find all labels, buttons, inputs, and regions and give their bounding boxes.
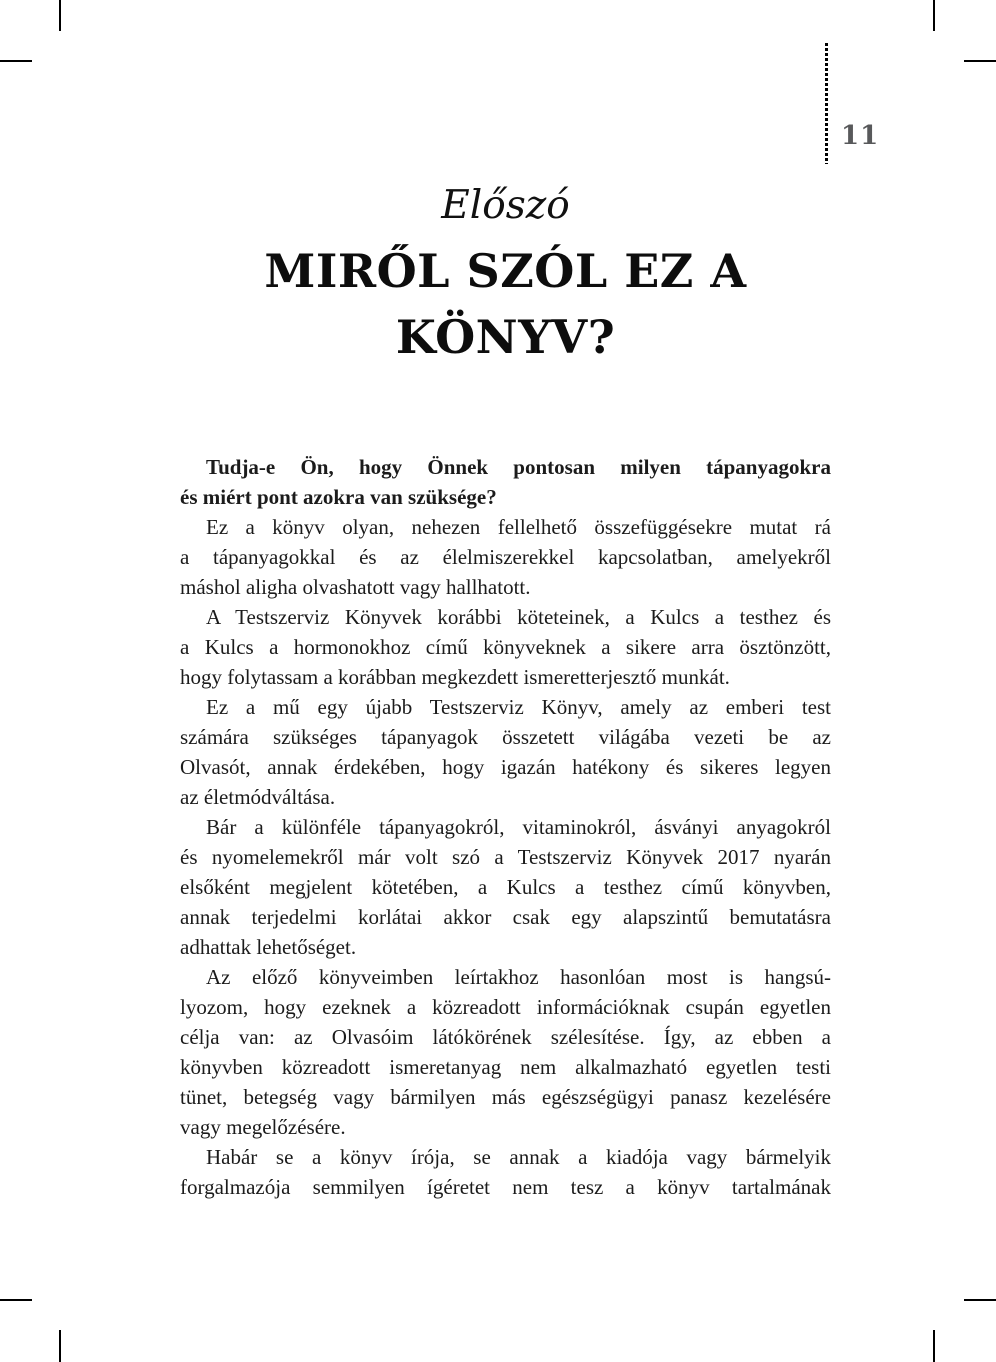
text-line: Ez a könyv olyan, nehezen fellelhető összefüggésekre mutat rá	[206, 515, 831, 539]
text-line: máshol aligha olvashatott vagy hallhatott.	[180, 575, 531, 599]
crop-mark-bottom-right-vertical	[933, 1330, 935, 1362]
paragraph	[180, 602, 831, 692]
paragraph	[180, 962, 831, 1142]
text-line: és nyomelemekről már volt szó a Testszerviz Könyvek 2017 nyarán	[180, 845, 831, 869]
text-line: adhattak lehetőséget.	[180, 935, 357, 959]
crop-mark-bottom-left-vertical	[59, 1330, 61, 1362]
paragraph	[180, 692, 831, 812]
text-line: a Kulcs a hormonokhoz című könyveknek a sikere arra ösztönzött,	[180, 635, 831, 659]
crop-mark-top-left-horizontal	[0, 60, 32, 62]
text-line: Ez a mű egy újabb Testszerviz Könyv, amely az emberi test	[206, 695, 831, 719]
text-line: könyvben közreadott ismeretanyag nem alkalmazható egyetlen testi	[180, 1055, 831, 1079]
text-line: számára szükséges tápanyagok összetett világába vezeti be az	[180, 725, 831, 749]
chapter-kicker: Előszó	[441, 183, 570, 228]
crop-mark-bottom-right-horizontal	[964, 1299, 996, 1301]
chapter-heading	[180, 183, 831, 370]
paragraph	[180, 1142, 831, 1202]
text-line: Tudja-e Ön, hogy Önnek pontosan milyen tápanyagokra	[206, 455, 831, 479]
text-line: Az előző könyveimben leírtakhoz hasonlóan most is hangsú-	[206, 965, 831, 989]
crop-mark-top-right-vertical	[933, 0, 935, 31]
text-line: célja van: az Olvasóim látókörének szélesítése. Így, az ebben a	[180, 1025, 831, 1049]
text-line: tünet, betegség vagy bármilyen más egészségügyi panasz kezelésére	[180, 1085, 831, 1109]
text-line: lyozom, hogy ezeknek a közreadott információknak csupán egyetlen	[180, 995, 831, 1019]
text-line: A Testszerviz Könyvek korábbi köteteinek, a Kulcs a testhez és	[206, 605, 831, 629]
text-line: annak terjedelmi korlátai akkor csak egy alapszintű bemutatásra	[180, 905, 831, 929]
paragraph	[180, 512, 831, 602]
text-line: elsőként megjelent kötetében, a Kulcs a testhez című könyvben,	[180, 875, 831, 899]
body-text	[180, 452, 831, 1202]
text-line: Bár a különféle tápanyagokról, vitaminokról, ásványi anyagokról	[206, 815, 831, 839]
text-line: vagy megelőzésére.	[180, 1115, 346, 1139]
text-line: és miért pont azokra van szüksége?	[180, 485, 497, 509]
text-line: Habár se a könyv írója, se annak a kiadója vagy bármelyik	[206, 1145, 831, 1169]
page-number: 11	[841, 121, 880, 151]
text-line: a tápanyagokkal és az élelmiszerekkel kapcsolatban, amelyekről	[180, 545, 831, 569]
dotted-rule	[825, 43, 828, 164]
crop-mark-top-right-horizontal	[964, 60, 996, 62]
crop-mark-bottom-left-horizontal	[0, 1299, 32, 1301]
chapter-title: MIRŐL SZÓL EZ A KÖNYV?	[264, 244, 747, 364]
text-line: az életmódváltása.	[180, 785, 336, 809]
text-line: Olvasót, annak érdekében, hogy igazán hatékony és sikeres legyen	[180, 755, 831, 779]
paragraph	[180, 812, 831, 962]
paragraph	[180, 452, 831, 512]
crop-mark-top-left-vertical	[59, 0, 61, 31]
text-line: hogy folytassam a korábban megkezdett ismeretterjesztő munkát.	[180, 665, 730, 689]
text-line: forgalmazója semmilyen ígéretet nem tesz a könyv tartalmának	[180, 1175, 831, 1199]
